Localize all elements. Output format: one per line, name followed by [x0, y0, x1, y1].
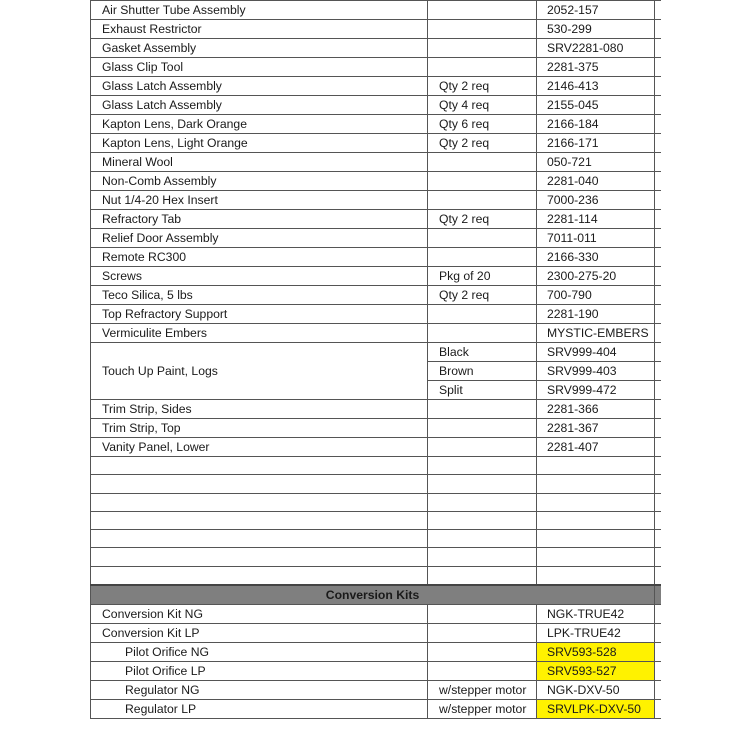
- part-number-cell: 050-721: [537, 153, 655, 172]
- edge-cell: [655, 604, 661, 623]
- part-number-cell: 700-790: [537, 286, 655, 305]
- edge-cell: [655, 324, 661, 343]
- qty-cell: [428, 438, 537, 457]
- blank-row: [91, 566, 661, 584]
- part-name-cell: Regulator NG: [91, 680, 428, 699]
- part-number-cell: 2281-407: [537, 438, 655, 457]
- part-number-cell: NGK-TRUE42: [537, 604, 655, 623]
- section-header-conversion-kits: Conversion Kits: [91, 585, 655, 605]
- table-row: [91, 400, 661, 419]
- part-number-cell: 2166-330: [537, 248, 655, 267]
- qty-cell: [428, 39, 537, 58]
- part-number-cell: 2281-040: [537, 172, 655, 191]
- edge-cell: [655, 1, 661, 20]
- table-row: [91, 661, 661, 680]
- qty-cell: Qty 2 req: [428, 210, 537, 229]
- part-number-cell: 2281-366: [537, 400, 655, 419]
- part-number-cell: LPK-TRUE42: [537, 623, 655, 642]
- part-number-cell: 2166-184: [537, 115, 655, 134]
- part-number-cell: 2281-375: [537, 58, 655, 77]
- part-number-cell: 2300-275-20: [537, 267, 655, 286]
- edge-cell: [655, 493, 661, 511]
- edge-cell: [655, 530, 661, 548]
- empty-cell: [91, 566, 428, 584]
- empty-cell: [91, 548, 428, 566]
- part-name-cell: Conversion Kit LP: [91, 623, 428, 642]
- part-name-cell: Relief Door Assembly: [91, 229, 428, 248]
- table-row: [91, 267, 661, 286]
- part-number-cell: MYSTIC-EMBERS: [537, 324, 655, 343]
- edge-cell: [655, 381, 661, 400]
- empty-cell: [537, 566, 655, 584]
- table-row: [91, 324, 661, 343]
- empty-cell: [91, 493, 428, 511]
- edge-cell: [655, 438, 661, 457]
- empty-cell: [428, 457, 537, 475]
- part-number-cell: SRV999-472: [537, 381, 655, 400]
- edge-cell: [655, 585, 661, 605]
- edge-cell: [655, 96, 661, 115]
- qty-cell: Qty 2 req: [428, 134, 537, 153]
- edge-cell: [655, 642, 661, 661]
- parts-table: [90, 0, 661, 719]
- blank-row: [91, 511, 661, 529]
- edge-cell: [655, 566, 661, 584]
- qty-cell: [428, 642, 537, 661]
- qty-cell: [428, 58, 537, 77]
- part-name-cell: Remote RC300: [91, 248, 428, 267]
- part-name-cell: Top Refractory Support: [91, 305, 428, 324]
- table-row: [91, 305, 661, 324]
- empty-cell: [428, 511, 537, 529]
- table-row: [91, 680, 661, 699]
- part-number-cell: 7011-011: [537, 229, 655, 248]
- parts-list-sheet: [90, 0, 660, 719]
- edge-cell: [655, 153, 661, 172]
- edge-cell: [655, 248, 661, 267]
- empty-cell: [537, 548, 655, 566]
- part-name-cell: Vanity Panel, Lower: [91, 438, 428, 457]
- edge-cell: [655, 305, 661, 324]
- edge-cell: [655, 172, 661, 191]
- part-name-cell: Screws: [91, 267, 428, 286]
- edge-cell: [655, 400, 661, 419]
- edge-cell: [655, 77, 661, 96]
- qty-cell: Qty 6 req: [428, 115, 537, 134]
- table-row: [91, 39, 661, 58]
- blank-row: [91, 457, 661, 475]
- table-row: [91, 210, 661, 229]
- qty-cell: [428, 400, 537, 419]
- edge-cell: [655, 39, 661, 58]
- edge-cell: [655, 362, 661, 381]
- part-name-cell: Glass Latch Assembly: [91, 77, 428, 96]
- table-row: [91, 153, 661, 172]
- part-number-cell: 2166-171: [537, 134, 655, 153]
- parts-table-body: [91, 1, 661, 719]
- part-name-cell: Pilot Orifice LP: [91, 661, 428, 680]
- part-name-cell: Kapton Lens, Dark Orange: [91, 115, 428, 134]
- part-name-cell: Glass Clip Tool: [91, 58, 428, 77]
- empty-cell: [537, 511, 655, 529]
- part-number-cell: SRV2281-080: [537, 39, 655, 58]
- edge-cell: [655, 343, 661, 362]
- edge-cell: [655, 623, 661, 642]
- part-name-cell: Air Shutter Tube Assembly: [91, 1, 428, 20]
- empty-cell: [428, 493, 537, 511]
- edge-cell: [655, 511, 661, 529]
- table-row: [91, 20, 661, 39]
- part-name-cell: Teco Silica, 5 lbs: [91, 286, 428, 305]
- empty-cell: [91, 511, 428, 529]
- part-name-cell: Refractory Tab: [91, 210, 428, 229]
- part-name-cell: Nut 1/4-20 Hex Insert: [91, 191, 428, 210]
- qty-cell: [428, 229, 537, 248]
- qty-cell: [428, 20, 537, 39]
- edge-cell: [655, 229, 661, 248]
- table-row: [91, 623, 661, 642]
- edge-cell: [655, 548, 661, 566]
- qty-cell: Qty 2 req: [428, 286, 537, 305]
- part-name-cell: Trim Strip, Sides: [91, 400, 428, 419]
- qty-cell: Pkg of 20: [428, 267, 537, 286]
- paint-color-cell: Black: [428, 343, 537, 362]
- empty-cell: [428, 548, 537, 566]
- table-row: [91, 604, 661, 623]
- empty-cell: [91, 475, 428, 493]
- part-name-cell: Regulator LP: [91, 699, 428, 718]
- part-name-cell: Gasket Assembly: [91, 39, 428, 58]
- table-row: [91, 172, 661, 191]
- part-name-cell: Glass Latch Assembly: [91, 96, 428, 115]
- table-row: [91, 248, 661, 267]
- part-number-cell: 2281-190: [537, 305, 655, 324]
- empty-cell: [537, 457, 655, 475]
- table-row: [91, 343, 661, 362]
- qty-cell: w/stepper motor: [428, 680, 537, 699]
- edge-cell: [655, 457, 661, 475]
- blank-row: [91, 493, 661, 511]
- edge-cell: [655, 267, 661, 286]
- empty-cell: [428, 475, 537, 493]
- part-number-cell: 7000-236: [537, 191, 655, 210]
- qty-cell: [428, 191, 537, 210]
- qty-cell: [428, 305, 537, 324]
- qty-cell: [428, 1, 537, 20]
- edge-cell: [655, 419, 661, 438]
- table-row: [91, 419, 661, 438]
- edge-cell: [655, 134, 661, 153]
- qty-cell: [428, 248, 537, 267]
- edge-cell: [655, 115, 661, 134]
- edge-cell: [655, 286, 661, 305]
- part-name-cell: Kapton Lens, Light Orange: [91, 134, 428, 153]
- edge-cell: [655, 210, 661, 229]
- edge-cell: [655, 58, 661, 77]
- qty-cell: [428, 419, 537, 438]
- empty-cell: [537, 493, 655, 511]
- blank-row: [91, 475, 661, 493]
- qty-cell: [428, 604, 537, 623]
- part-name-cell: Mineral Wool: [91, 153, 428, 172]
- part-number-cell: SRV999-403: [537, 362, 655, 381]
- qty-cell: [428, 623, 537, 642]
- empty-cell: [91, 530, 428, 548]
- empty-cell: [537, 475, 655, 493]
- qty-cell: Qty 4 req: [428, 96, 537, 115]
- qty-cell: [428, 172, 537, 191]
- qty-cell: [428, 661, 537, 680]
- qty-cell: Qty 2 req: [428, 77, 537, 96]
- table-row: [91, 642, 661, 661]
- paint-color-cell: Brown: [428, 362, 537, 381]
- edge-cell: [655, 191, 661, 210]
- empty-cell: [428, 530, 537, 548]
- part-name-cell: Exhaust Restrictor: [91, 20, 428, 39]
- part-name-cell: Pilot Orifice NG: [91, 642, 428, 661]
- table-row: [91, 58, 661, 77]
- part-number-cell: 2155-045: [537, 96, 655, 115]
- part-name-cell: Touch Up Paint, Logs: [91, 343, 428, 400]
- table-row: [91, 115, 661, 134]
- table-row: [91, 191, 661, 210]
- empty-cell: [537, 530, 655, 548]
- qty-cell: w/stepper motor: [428, 699, 537, 718]
- part-name-cell: Trim Strip, Top: [91, 419, 428, 438]
- table-row: [91, 1, 661, 20]
- part-name-cell: Vermiculite Embers: [91, 324, 428, 343]
- edge-cell: [655, 20, 661, 39]
- part-number-cell: SRV593-528: [537, 642, 655, 661]
- table-row: [91, 96, 661, 115]
- part-number-cell: 530-299: [537, 20, 655, 39]
- part-number-cell: SRV593-527: [537, 661, 655, 680]
- empty-cell: [91, 457, 428, 475]
- qty-cell: [428, 324, 537, 343]
- part-name-cell: Non-Comb Assembly: [91, 172, 428, 191]
- part-number-cell: 2281-367: [537, 419, 655, 438]
- part-number-cell: 2052-157: [537, 1, 655, 20]
- part-number-cell: SRV999-404: [537, 343, 655, 362]
- part-number-cell: 2281-114: [537, 210, 655, 229]
- part-number-cell: NGK-DXV-50: [537, 680, 655, 699]
- table-row: [91, 438, 661, 457]
- table-row: [91, 229, 661, 248]
- table-row: [91, 77, 661, 96]
- section-header-row: [91, 585, 661, 605]
- table-row: [91, 286, 661, 305]
- qty-cell: [428, 153, 537, 172]
- blank-row: [91, 530, 661, 548]
- edge-cell: [655, 661, 661, 680]
- part-name-cell: Conversion Kit NG: [91, 604, 428, 623]
- edge-cell: [655, 680, 661, 699]
- edge-cell: [655, 699, 661, 718]
- blank-row: [91, 548, 661, 566]
- table-row: [91, 134, 661, 153]
- edge-cell: [655, 475, 661, 493]
- table-row: [91, 699, 661, 718]
- part-number-cell: SRVLPK-DXV-50: [537, 699, 655, 718]
- part-number-cell: 2146-413: [537, 77, 655, 96]
- paint-color-cell: Split: [428, 381, 537, 400]
- empty-cell: [428, 566, 537, 584]
